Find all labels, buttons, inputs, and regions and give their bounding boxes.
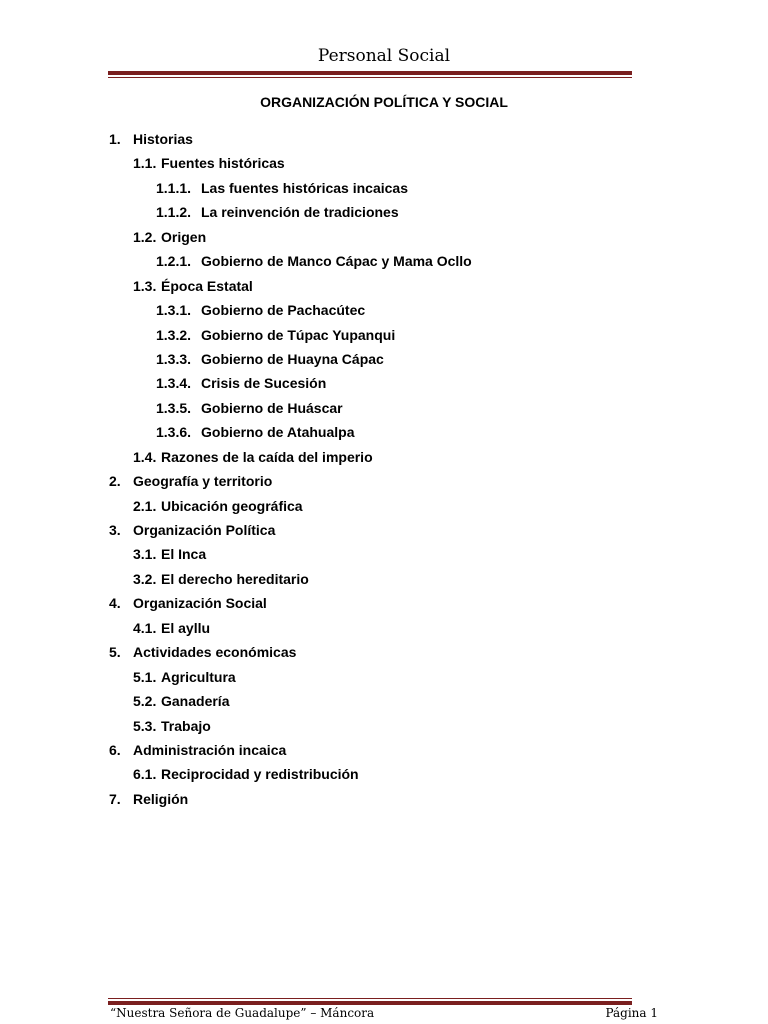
toc-item-label: Actividades económicas [133,644,297,661]
toc-item-number: 2.1. [133,497,157,514]
toc-item-label: Ganadería [161,693,230,710]
toc-item-number: 5. [109,644,121,661]
toc-item [0,371,768,395]
toc-item [0,298,768,322]
footer-rule-thin [108,998,632,999]
toc-item [0,249,768,273]
toc-item-label: Época Estatal [161,277,253,294]
toc-item-number: 6. [109,741,121,758]
toc-item [0,200,768,224]
toc-item [0,542,768,566]
toc-item-number: 1.4. [133,448,157,465]
toc-item-label: La reinvención de tradiciones [201,204,399,221]
toc-item [0,689,768,713]
toc-item-number: 1.3. [133,277,157,294]
toc-item-number: 1.3.1. [156,302,192,319]
toc-item [0,665,768,689]
toc-item [0,518,768,542]
header-title: Personal Social [317,46,451,66]
toc-item-label: El Inca [161,546,207,563]
toc-item-label: El ayllu [161,619,211,636]
toc-item [0,445,768,469]
toc-item [0,151,768,175]
toc-item-label: Gobierno de Atahualpa [201,424,355,441]
toc-item-label: Agricultura [161,668,236,685]
toc-item-number: 6.1. [133,766,157,783]
toc-item-label: Organización Política [133,522,276,538]
toc-item [0,274,768,298]
toc-item-number: 1. [109,131,121,147]
toc-item [0,787,768,811]
toc-item [0,762,768,786]
toc-item [0,494,768,518]
toc-item-label: Gobierno de Huayna Cápac [201,350,384,367]
toc-item-label: Razones de la caída del imperio [161,448,373,465]
toc-item [0,591,768,615]
toc-item-number: 1.1. [133,155,157,172]
header-rule-thick [108,71,632,75]
toc-item-number: 1.3.6. [156,424,192,441]
toc-item-label: Organización Social [133,595,267,612]
toc-item [0,323,768,347]
toc-item-label: Fuentes históricas [161,155,285,172]
toc-item-number: 4. [109,595,121,612]
document-heading: ORGANIZACIÓN POLÍTICA Y SOCIAL [260,94,508,110]
toc-item-label: Ubicación geográfica [161,497,303,514]
toc-item [0,347,768,371]
table-of-contents [0,127,768,811]
toc-item-number: 3.2. [133,570,157,587]
toc-item-number: 3. [109,522,121,538]
toc-item-number: 5.3. [133,717,157,734]
toc-item [0,225,768,249]
toc-item [0,176,768,200]
toc-item [0,396,768,420]
toc-item-label: Origen [161,228,207,245]
toc-item-label: Historias [133,131,193,147]
toc-item-label: Gobierno de Túpac Yupanqui [201,326,396,343]
footer-school-name: “Nuestra Señora de Guadalupe” – Máncora [110,1006,375,1020]
toc-item-number: 1.3.3. [156,350,192,367]
toc-item-number: 5.1. [133,668,157,685]
toc-item-label: Las fuentes históricas incaicas [201,179,408,196]
toc-item-number: 1.3.5. [156,399,192,416]
toc-item-number: 1.3.2. [156,326,192,343]
toc-item-number: 5.2. [133,693,157,710]
toc-item [0,469,768,493]
toc-item-number: 7. [109,790,121,807]
toc-item-label: Geografía y territorio [133,473,273,490]
toc-item-label: Gobierno de Huáscar [201,399,343,416]
toc-item-number: 4.1. [133,619,157,636]
toc-item-number: 1.2.1. [156,253,192,270]
toc-item-number: 1.1.2. [156,204,192,221]
toc-item-label: El derecho hereditario [161,570,309,587]
toc-item-label: Gobierno de Pachacútec [201,302,366,319]
toc-item-number: 1.3.4. [156,375,192,392]
toc-item-number: 3.1. [133,546,157,563]
toc-item [0,567,768,591]
toc-item-label: Reciprocidad y redistribución [161,766,359,783]
toc-item [0,640,768,664]
toc-item [0,714,768,738]
toc-item-label: Trabajo [161,717,211,734]
toc-item [0,420,768,444]
toc-item [0,127,768,151]
toc-item-label: Crisis de Sucesión [201,375,327,392]
toc-item-label: Administración incaica [133,741,287,758]
footer-rule-thick [108,1001,632,1005]
toc-item-label: Gobierno de Manco Cápac y Mama Ocllo [201,253,472,270]
header-rule-thin [108,77,632,78]
footer-page-number: Página 1 [605,1006,658,1020]
toc-item-number: 2. [109,473,121,490]
toc-item [0,738,768,762]
toc-item-label: Religión [133,790,189,807]
toc-item [0,616,768,640]
toc-item-number: 1.1.1. [156,179,192,196]
toc-item-number: 1.2. [133,228,157,245]
